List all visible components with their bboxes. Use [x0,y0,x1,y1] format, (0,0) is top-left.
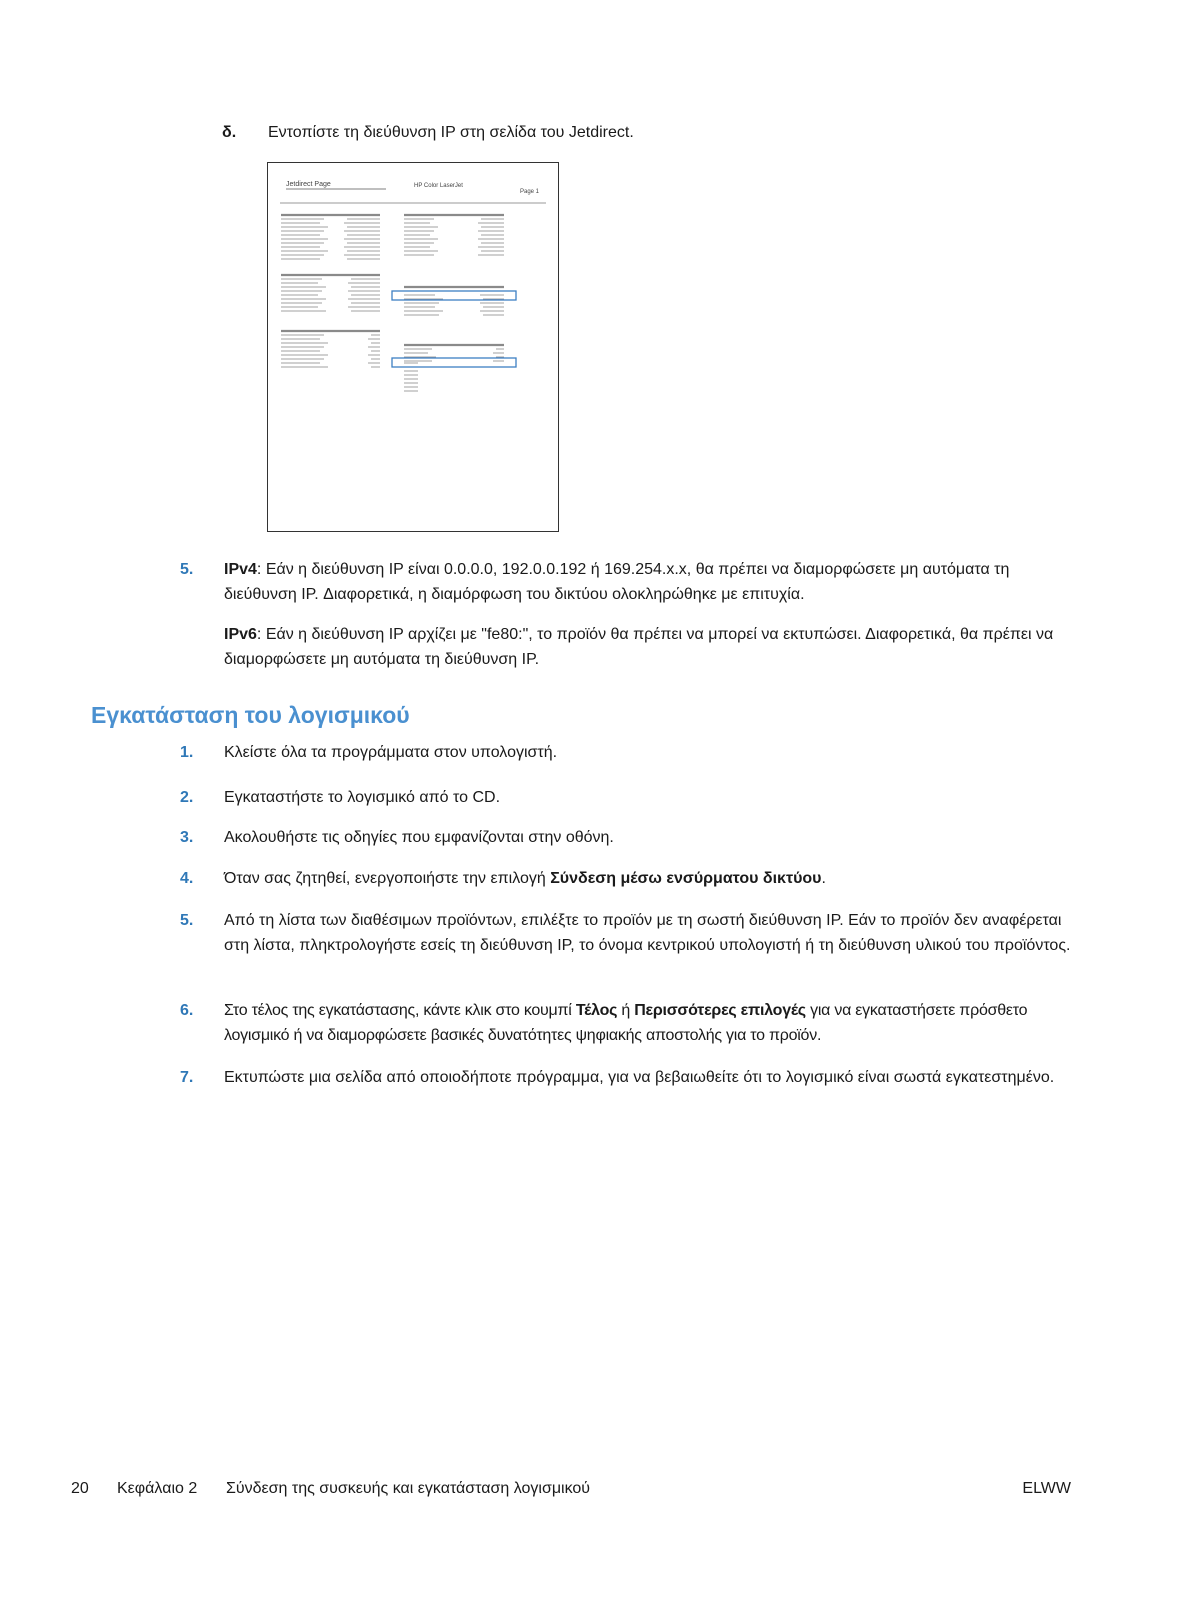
step-number: 3. [180,829,194,846]
step-text: Κλείστε όλα τα προγράμματα στον υπολογιστή. [224,744,558,761]
list-item [180,908,1080,958]
list-item [180,740,1080,765]
option-wired-network: Σύνδεση μέσω ενσύρματου δικτύου [550,870,822,887]
step-text-or: ή [617,1002,635,1019]
step-number: 7. [180,1069,194,1086]
step-text: Ακολουθήστε τις οδηγίες που εμφανίζονται στην οθόνη. [224,829,614,846]
step-text-end: για να εγκαταστήσετε πρόσθετο λογισμικό ή να διαμορφώσετε βασικές δυνατότητες ψηφιακής αποστολής για το προϊόν. [224,1002,1028,1044]
list-item [180,1065,1080,1090]
step-number: 1. [180,744,194,761]
ipv6-paragraph [224,622,1084,672]
figure-model: HP Color LaserJet [414,183,463,189]
document-code: ELWW [1022,1480,1071,1497]
step-d [222,120,1122,145]
list-item [180,785,1080,810]
step-d-text: Εντοπίστε τη διεύθυνση IP στη σελίδα του Jetdirect. [268,124,634,141]
list-item [180,825,1080,850]
step-text: Όταν σας ζητηθεί, ενεργοποιήστε την επιλογή [224,870,551,887]
jetdirect-page-figure [267,162,559,532]
step-number: 6. [180,1002,194,1019]
step-5-network [180,557,1080,607]
step-number: 5. [180,561,194,578]
step-number: 5. [180,912,194,929]
section-heading: Εγκατάσταση του λογισμικού [91,702,410,728]
chapter-label: Κεφάλαιο 2 [117,1480,198,1497]
step-number: 4. [180,870,194,887]
more-options-button-ref: Περισσότερες επιλογές [634,1002,806,1019]
ipv6-text: : Εάν η διεύθυνση IP αρχίζει με "fe80:", το προϊόν θα πρέπει να μπορεί να εκτυπώσει. Διαφορετικά, θα πρέπει να διαμορφώσετε μη αυτόματα τη διεύθυνση IP. [224,626,1054,668]
list-item [180,998,1080,1048]
chapter-title: Σύνδεση της συσκευής και εγκατάσταση λογισμικού [226,1480,591,1497]
finish-button-ref: Τέλος [575,1002,618,1019]
step-text: Από τη λίστα των διαθέσιμων προϊόντων, επιλέξτε το προϊόν με τη σωστή διεύθυνση IP. Εάν το προϊόν δεν αναφέρεται στη λίστα, πληκτρολογήστε εσείς τη διεύθυνση IP, το όνομα κεντρικού υπολογιστή ή τη διεύθυνση υλικού του προϊόντος. [224,912,1071,954]
ipv4-label: IPv4 [224,561,257,578]
step-text: Στο τέλος της εγκατάστασης, κάντε κλικ στο κουμπί [224,1002,576,1019]
list-item [180,866,1080,891]
step-d-label: δ. [222,124,237,141]
ipv6-label: IPv6 [224,626,257,643]
step-text: Εγκαταστήστε το λογισμικό από το CD. [224,789,501,806]
page-number: 20 [71,1480,89,1497]
step-text-end: . [821,870,826,887]
step-text: Εκτυπώστε μια σελίδα από οποιοδήποτε πρόγραμμα, για να βεβαιωθείτε ότι το λογισμικό είναι σωστά εγκατεστημένο. [224,1069,1055,1086]
figure-page: Page 1 [520,189,540,195]
step-number: 2. [180,789,194,806]
ipv4-text: : Εάν η διεύθυνση IP είναι 0.0.0.0, 192.0.0.192 ή 169.254.x.x, θα πρέπει να διαμορφώσετε μη αυτόματα τη διεύθυνση IP. Διαφορετικά, η διαμόρφωση του δικτύου ολοκληρώθηκε με επιτυχία. [224,561,1010,603]
figure-title: Jetdirect Page [286,181,331,188]
jetdirect-page-lines [268,163,558,531]
